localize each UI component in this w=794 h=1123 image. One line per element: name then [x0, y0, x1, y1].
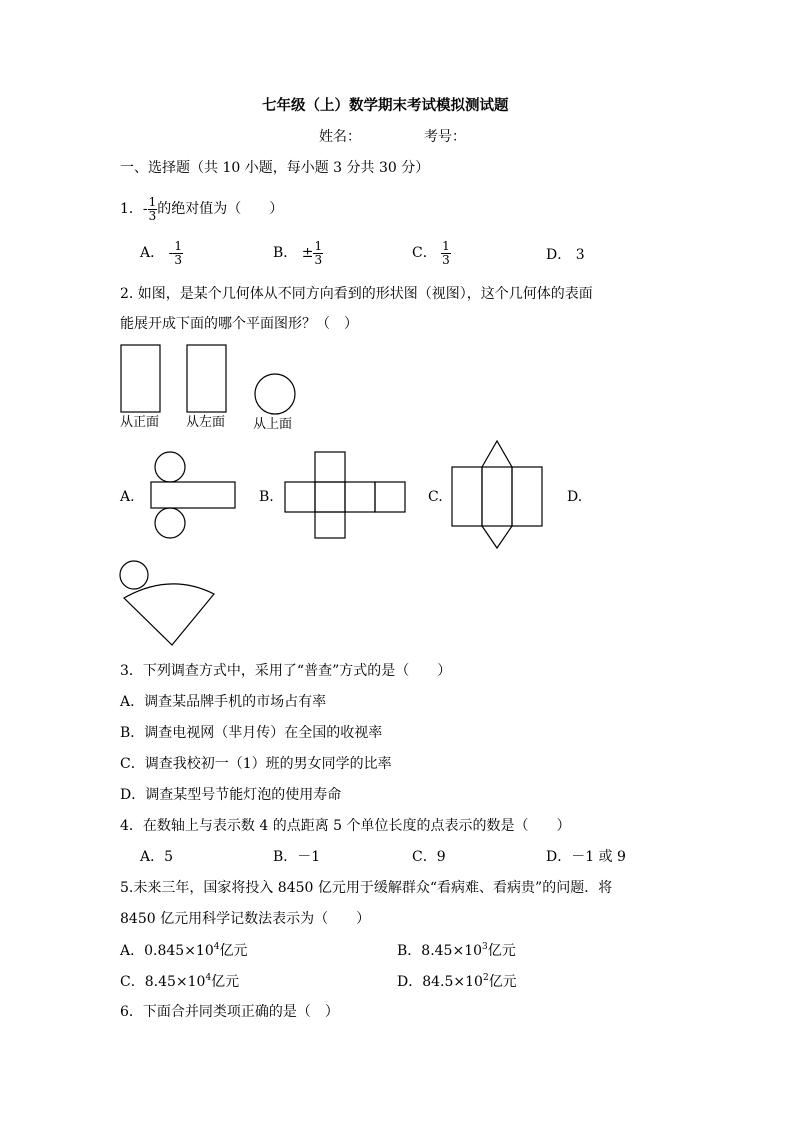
q3-option-a: A．调查某品牌手机的市场占有率: [120, 694, 327, 710]
q2-option-c-label: C.: [428, 489, 443, 505]
fraction-denominator: 3: [442, 252, 450, 267]
option-a-top-circle: [155, 452, 185, 482]
option-text: D．84.5×10: [397, 974, 483, 990]
q2-option-b-label: B.: [259, 489, 274, 505]
question-2-line-1: 2. 如图，是某个几何体从不同方向看到的形状图（视图），这个几何体的表面: [120, 286, 593, 302]
option-text: A．0.845×10: [120, 943, 214, 959]
question-3-stem: 3．下列调查方式中，采用了“普查”方式的是（ ）: [120, 663, 452, 679]
minus-sign: -: [142, 201, 148, 218]
q3-option-c: C．调查我校初一（1）班的男女同学的比率: [120, 756, 392, 772]
question-1-text: 的绝对值为（ ）: [157, 201, 284, 218]
front-view-rect: [121, 345, 160, 412]
question-6-stem: 6．下面合并同类项正确的是（ ）: [120, 1004, 339, 1020]
option-a-rect: [151, 482, 235, 508]
question-5-line-2: 8450 亿元用科学记数法表示为（ ）: [120, 911, 371, 927]
option-label: A．: [140, 245, 165, 262]
q5-option-b: [397, 943, 516, 958]
option-unit: 亿元: [211, 974, 240, 990]
q2-option-a-label: A.: [120, 489, 135, 505]
option-text: B．8.45×10: [397, 943, 483, 959]
option-d-sector: [124, 584, 214, 645]
option-d-circle: [120, 561, 148, 589]
option-unit: 亿元: [488, 974, 517, 990]
q2-option-d-label: D.: [567, 489, 583, 505]
option-prefix: ±: [301, 245, 314, 262]
option-prefix: -: [168, 245, 174, 262]
page-title: 七年级（上）数学期末考试模拟测试题: [262, 97, 509, 114]
q3-option-b: B．调查电视网（芈月传）在全国的收视率: [120, 725, 383, 741]
fraction-numerator: 1: [148, 195, 157, 209]
option-exponent: 2: [482, 973, 489, 983]
fraction-numerator: 1: [314, 239, 323, 253]
fraction-numerator: 1: [174, 239, 182, 253]
fraction-numerator: 1: [442, 239, 450, 253]
option-exponent: 4: [205, 973, 212, 983]
question-4-stem: 4．在数轴上与表示数 4 的点距离 5 个单位长度的点表示的数是（ ）: [120, 818, 571, 834]
option-label: D．: [546, 247, 572, 263]
top-view-circle: [255, 374, 295, 414]
option-c-net: [452, 441, 542, 548]
fraction-denominator: 3: [174, 252, 182, 267]
section-heading: 一、选择题（共 10 小题，每小题 3 分共 30 分）: [120, 160, 430, 176]
name-label: 姓名：: [319, 129, 361, 145]
question-5-line-1: 5.未来三年，国家将投入 8450 亿元用于缓解群众“看病难、看病贵”的问题．将: [120, 880, 613, 896]
option-exponent: 3: [482, 942, 488, 952]
view-label-front: 从正面: [120, 415, 160, 430]
q4-option-b: B．－1: [273, 849, 321, 865]
fraction-denominator: 3: [148, 208, 157, 223]
fraction-denominator: 3: [314, 252, 323, 267]
option-label: C．: [412, 245, 437, 262]
question-1-number: 1．: [120, 201, 143, 218]
view-label-left: 从左面: [186, 415, 226, 430]
option-text: C．8.45×10: [120, 974, 206, 990]
option-unit: 亿元: [487, 943, 516, 959]
option-value: 3: [575, 247, 585, 263]
option-a-bottom-circle: [155, 508, 185, 538]
q3-option-d: D．调查某型号节能灯泡的使用寿命: [120, 787, 342, 803]
q5-option-c: [120, 974, 239, 989]
option-unit: 亿元: [219, 943, 248, 959]
q5-option-a: [120, 943, 247, 958]
number-label: 考号：: [424, 129, 466, 145]
option-exponent: 4: [213, 942, 220, 952]
option-label: B．: [273, 245, 298, 262]
view-label-top: 从上面: [253, 417, 293, 432]
q4-option-d: D．－1 或 9: [546, 849, 626, 865]
left-view-rect: [187, 345, 226, 412]
question-2-line-2: 能展开成下面的哪个平面图形？（ ）: [120, 316, 358, 332]
option-b-net: [285, 452, 405, 538]
q4-option-c: C．9: [412, 849, 446, 865]
q4-option-a: A．5: [140, 849, 174, 865]
q5-option-d: [397, 974, 517, 989]
